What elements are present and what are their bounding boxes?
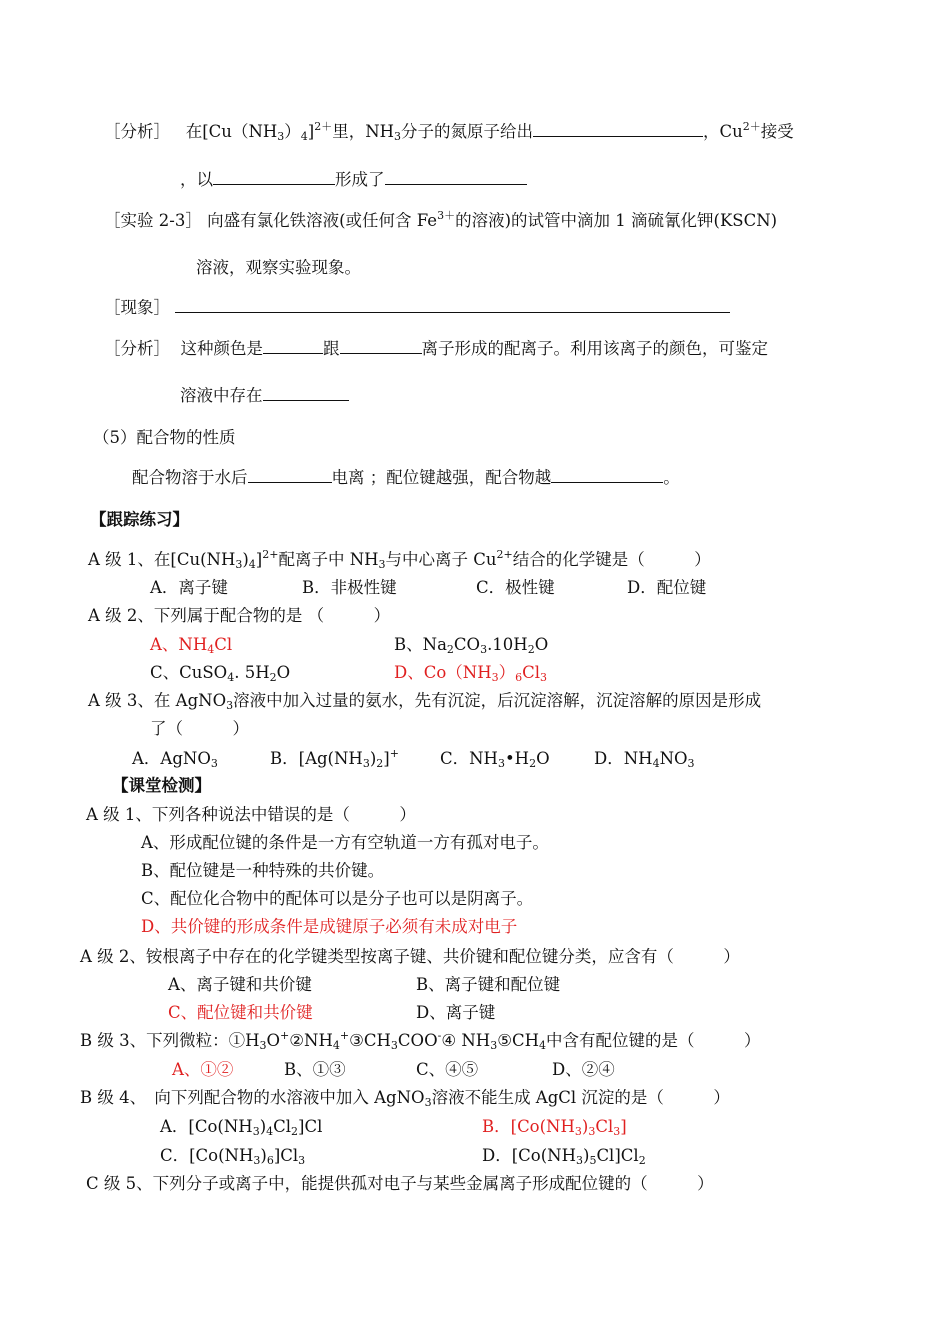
text: 接受 [760, 122, 794, 141]
option-d[interactable]: D．配位键 [627, 578, 707, 597]
practice-q1-stem [88, 549, 711, 571]
text: C、CuSO [150, 663, 228, 682]
text: C．NH [440, 749, 498, 768]
text: D．NH [594, 749, 653, 768]
subscript: 2 [638, 1154, 646, 1167]
text: A．[Co(NH [160, 1117, 253, 1136]
check-q3-stem [80, 1030, 761, 1052]
subscript: 3 [491, 671, 499, 684]
check-heading: 【课堂检测】 [112, 776, 211, 795]
analysis-line-2 [180, 169, 527, 191]
subscript: 4 [300, 130, 308, 143]
option-a[interactable]: A、形成配位键的条件是一方有空轨道一方有孤对电子。 [141, 833, 549, 852]
text: Cl [522, 663, 541, 682]
check-q4-stem [80, 1087, 730, 1109]
check-q1-stem: A 级 1、下列各种说法中错误的是（ ） [86, 805, 416, 824]
answer-blank[interactable] [263, 385, 349, 401]
option-b[interactable]: B、配位键是一种特殊的共价键。 [141, 861, 385, 880]
subscript: 3 [497, 757, 505, 770]
text: ]Cl [298, 1117, 323, 1136]
text: ，Cu [703, 122, 743, 141]
option-a[interactable]: A．离子键 [150, 578, 228, 597]
text: 里，NH [332, 122, 395, 141]
experiment-line-2: 溶液，观察实验现象。 [196, 258, 361, 277]
superscript: + [389, 747, 399, 760]
text: 的溶液)的试管中滴加 1 滴硫氰化钾(KSCN) [455, 211, 778, 230]
analysis-label: ［分析］ [104, 122, 170, 141]
subscript: 3 [687, 757, 695, 770]
subscript: 3 [424, 1096, 432, 1109]
subscript: 3 [576, 1154, 583, 1167]
subscript: 3 [252, 1125, 260, 1138]
subscript: 3 [480, 643, 488, 656]
analysis-label: ［分析］ [104, 339, 170, 358]
subscript: 3 [235, 558, 243, 571]
subscript: 4 [248, 558, 256, 571]
option-d[interactable]: D、共价键的形成条件是成键原子必须有未成对电子 [141, 917, 518, 936]
text: 配合物溶于水后 [132, 468, 248, 487]
option-a[interactable] [150, 634, 232, 656]
text: 电离 ；配位键越强，配合物越 [331, 468, 552, 487]
text: ] [620, 1117, 627, 1136]
subscript: 3 [540, 671, 548, 684]
option-b[interactable]: B．非极性键 [302, 578, 397, 597]
text: ④ NH [441, 1031, 491, 1050]
answer-blank[interactable] [248, 467, 332, 483]
subscript: 3 [259, 1039, 267, 1052]
text: .10H [487, 635, 528, 654]
subscript: 5 [589, 1154, 597, 1167]
text: B 级 3、下列微粒：①H [80, 1031, 260, 1050]
subscript: 3 [362, 757, 370, 770]
subscript: 3 [226, 699, 234, 712]
text: CO [453, 635, 481, 654]
text: ] [307, 122, 315, 141]
answer-blank[interactable] [385, 169, 527, 185]
practice-q3-stem [88, 690, 761, 712]
subscript: 2 [527, 643, 535, 656]
option-a[interactable]: A、①② [172, 1060, 234, 1079]
subscript: 3 [490, 1039, 498, 1052]
option-a[interactable] [132, 748, 218, 770]
check-q5-stem: C 级 5、下列分子或离子中，能提供孤对电子与某些金属离子形成配位键的（ ） [86, 1174, 714, 1193]
text: 在[Cu（NH [185, 122, 278, 141]
section-line [132, 467, 680, 489]
subscript: 4 [539, 1039, 547, 1052]
answer-blank[interactable] [175, 297, 730, 313]
subscript: 3 [210, 757, 218, 770]
option-a[interactable]: A、离子键和共价键 [168, 975, 312, 994]
subscript: 4 [207, 643, 215, 656]
subscript: 3 [613, 1125, 621, 1138]
text: . 5H [234, 663, 270, 682]
text: B 级 4、 向下列配合物的水溶液中加入 AgNO [80, 1088, 425, 1107]
subscript: 6 [515, 671, 523, 684]
superscript: 2＋ [314, 120, 333, 133]
phenomenon-label: ［现象］ [104, 298, 170, 317]
text: ] [383, 749, 390, 768]
subscript: 3 [588, 1125, 596, 1138]
subscript: 3 [378, 558, 386, 571]
text: A 级 1、在[Cu(NH [88, 550, 236, 569]
text: D、Co（NH [394, 663, 492, 682]
text: B．[Co(NH [482, 1117, 575, 1136]
text: 离子形成的配离子。利用该离子的颜色，可鉴定 [421, 339, 768, 358]
text: 与中心离子 Cu [385, 550, 497, 569]
superscript: + [339, 1029, 350, 1042]
text: 溶液中存在 [180, 386, 263, 405]
text: ，以 [180, 170, 213, 189]
subscript: 3 [298, 1154, 306, 1167]
superscript: 3＋ [437, 209, 456, 222]
subscript: 6 [266, 1154, 274, 1167]
text: ) [583, 1146, 590, 1165]
superscript: 2+ [262, 548, 279, 561]
text: ) [581, 1117, 589, 1136]
subscript: 3 [390, 1039, 398, 1052]
subscript: 4 [266, 1125, 274, 1138]
option-b[interactable] [482, 1116, 627, 1138]
answer-blank[interactable] [533, 121, 703, 137]
text: 溶液中加入过量的氨水，先有沉淀，后沉淀溶解，沉淀溶解的原因是形成 [233, 691, 762, 710]
check-q2-stem: A 级 2、铵根离子中存在的化学键类型按离子键、共价键和配位键分类，应含有（ ） [80, 947, 740, 966]
text: Cl]Cl [596, 1146, 639, 1165]
answer-blank[interactable] [263, 338, 323, 354]
text: D．[Co(NH [482, 1146, 576, 1165]
answer-blank[interactable] [551, 467, 663, 483]
text: ) [259, 1117, 267, 1136]
superscript: 2＋ [742, 120, 761, 133]
practice-heading: 【跟踪练习】 [90, 510, 189, 529]
text: 结合的化学键是（ ） [512, 550, 711, 569]
text: ) [242, 550, 249, 569]
option-c[interactable]: C、配位键和共价键 [168, 1003, 313, 1022]
text: ) [260, 1146, 267, 1165]
text: A 级 3、在 AgNO [88, 691, 227, 710]
text: Cl [273, 1117, 292, 1136]
experiment-label: ［实验 2-3］ [104, 211, 202, 230]
text: Cl [595, 1117, 614, 1136]
answer-blank[interactable] [340, 338, 422, 354]
option-d[interactable]: D、离子键 [416, 1003, 496, 1022]
text: ） [498, 663, 516, 682]
text: B．[Ag(NH [270, 749, 363, 768]
text: O [534, 635, 549, 654]
practice-q3-stem-cont: 了（ ） [150, 719, 249, 738]
subscript: 2 [446, 643, 454, 656]
section-heading: （5）配合物的性质 [93, 428, 236, 447]
text: B、Na [394, 635, 447, 654]
text: O [276, 663, 291, 682]
text: ③CH [349, 1031, 391, 1050]
text: O [266, 1031, 281, 1050]
text: C．[Co(NH [160, 1146, 254, 1165]
text: ⑤CH [497, 1031, 540, 1050]
text: O [536, 749, 550, 768]
text: 这种颜色是 [180, 339, 263, 358]
subscript: 3 [574, 1125, 582, 1138]
option-c[interactable]: C．极性键 [476, 578, 555, 597]
phenomenon-line [104, 297, 730, 319]
text: 。 [663, 468, 680, 487]
subscript: 3 [394, 130, 402, 143]
text: ) [369, 749, 377, 768]
option-c[interactable]: C、④⑤ [416, 1060, 479, 1079]
text: 跟 [323, 339, 340, 358]
option-d[interactable] [394, 662, 547, 684]
option-a[interactable] [160, 1116, 322, 1138]
subscript: 2 [529, 757, 537, 770]
text: A．AgNO [132, 749, 211, 768]
practice-q2-stem: A 级 2、下列属于配合物的是 （ ） [88, 606, 391, 625]
answer-blank[interactable] [213, 169, 335, 185]
subscript: 3 [277, 130, 285, 143]
option-d[interactable]: D、②④ [552, 1060, 615, 1079]
option-b[interactable]: B、①③ [284, 1060, 346, 1079]
text: 向盛有氯化铁溶液(或任何含 Fe [207, 211, 438, 230]
superscript: 2+ [496, 548, 513, 561]
text: 分子的氮原子给出 [401, 122, 534, 141]
experiment-line-1 [104, 210, 777, 232]
subscript: 2 [376, 757, 384, 770]
superscript: - [437, 1029, 442, 1042]
subscript: 4 [227, 671, 235, 684]
text: •H [504, 749, 530, 768]
text: ②NH [289, 1031, 333, 1050]
text: ]Cl [273, 1146, 299, 1165]
text: ） [284, 122, 301, 141]
option-c[interactable]: C、配位化合物中的配体可以是分子也可以是阴离子。 [141, 889, 534, 908]
analysis-line-1 [104, 121, 794, 143]
subscript: 4 [332, 1039, 340, 1052]
text: 配离子中 NH [278, 550, 379, 569]
option-c[interactable] [160, 1145, 305, 1167]
analysis2-line-1 [104, 338, 768, 360]
option-b[interactable]: B、离子键和配位键 [416, 975, 561, 994]
text: 溶液不能生成 AgCl 沉淀的是（ ） [431, 1088, 730, 1107]
text: 形成了 [335, 170, 385, 189]
text: NO [659, 749, 688, 768]
option-c[interactable] [440, 748, 550, 770]
subscript: 2 [291, 1125, 299, 1138]
option-c[interactable] [150, 662, 290, 684]
option-d[interactable] [482, 1145, 646, 1167]
text: COO [397, 1031, 438, 1050]
superscript: + [280, 1029, 290, 1042]
option-d[interactable] [594, 748, 695, 770]
subscript: 2 [269, 671, 277, 684]
option-b[interactable] [270, 748, 399, 770]
subscript: 3 [253, 1154, 261, 1167]
subscript: 4 [652, 757, 660, 770]
text: Cl [214, 635, 233, 654]
text: A、NH [150, 635, 208, 654]
option-b[interactable] [394, 634, 548, 656]
text: 中含有配位键的是（ ） [546, 1031, 761, 1050]
text: ] [255, 550, 263, 569]
analysis2-line-2 [180, 385, 349, 407]
